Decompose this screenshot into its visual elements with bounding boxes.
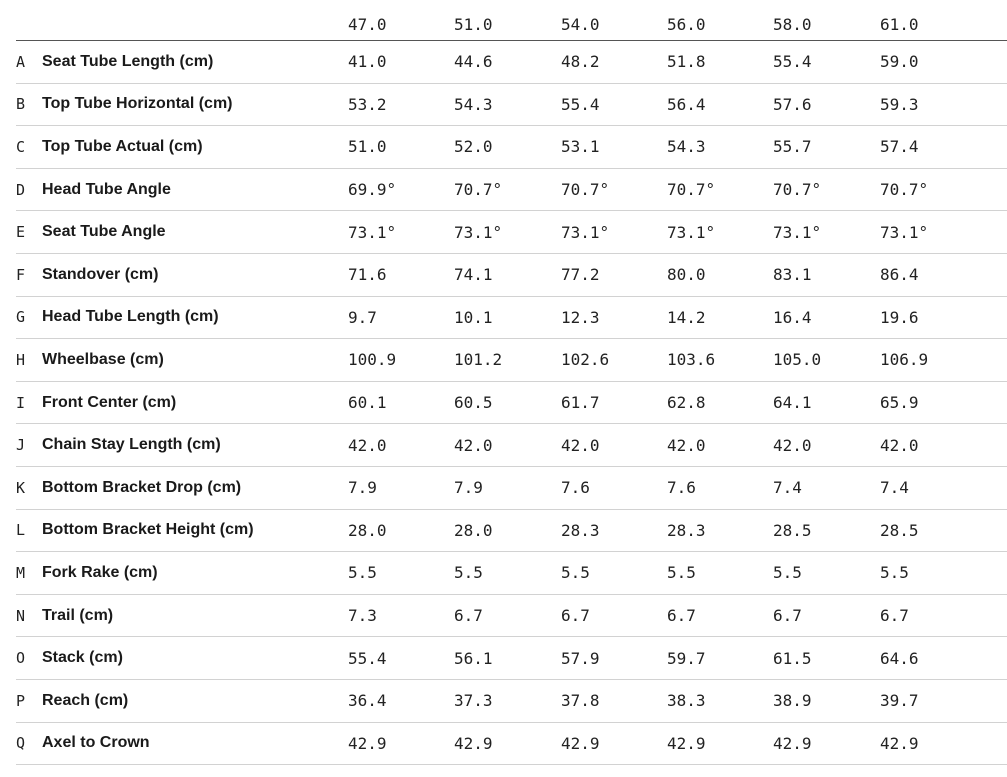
size-header-cell: 51.0 bbox=[454, 15, 493, 34]
value-cell: 42.9 bbox=[667, 733, 706, 753]
value-cell: 57.6 bbox=[773, 94, 812, 114]
row-code: E bbox=[16, 223, 26, 242]
value-cell: 28.3 bbox=[667, 520, 706, 540]
row-code: M bbox=[16, 563, 26, 582]
row-code: D bbox=[16, 180, 26, 199]
value-cell: 5.5 bbox=[667, 563, 696, 583]
geometry-row bbox=[16, 339, 1007, 382]
value-cell: 53.1 bbox=[561, 137, 600, 157]
geometry-row bbox=[16, 84, 1007, 127]
geometry-row bbox=[16, 126, 1007, 169]
value-cell: 28.5 bbox=[773, 520, 812, 540]
row-code: G bbox=[16, 308, 26, 327]
value-cell: 38.3 bbox=[667, 691, 706, 711]
parameter-label: Fork Rake (cm) bbox=[42, 563, 158, 581]
geometry-row bbox=[16, 424, 1007, 467]
value-cell: 42.0 bbox=[773, 435, 812, 455]
value-cell: 101.2 bbox=[454, 350, 503, 370]
value-cell: 61.7 bbox=[561, 393, 600, 413]
value-cell: 37.8 bbox=[561, 691, 600, 711]
value-cell: 5.5 bbox=[773, 563, 802, 583]
value-cell: 42.0 bbox=[667, 435, 706, 455]
parameter-label: Top Tube Horizontal (cm) bbox=[42, 95, 233, 113]
row-code: L bbox=[16, 521, 26, 540]
value-cell: 9.7 bbox=[348, 307, 377, 327]
size-header-cell: 58.0 bbox=[773, 15, 812, 34]
value-cell: 6.7 bbox=[561, 606, 590, 626]
geometry-row bbox=[16, 680, 1007, 723]
parameter-label: Head Tube Angle bbox=[42, 180, 171, 198]
value-cell: 61.5 bbox=[773, 648, 812, 668]
row-code: Q bbox=[16, 734, 26, 753]
value-cell: 7.6 bbox=[561, 478, 590, 498]
parameter-label: Top Tube Actual (cm) bbox=[42, 137, 203, 155]
geometry-row bbox=[16, 595, 1007, 638]
value-cell: 42.9 bbox=[348, 733, 387, 753]
value-cell: 51.8 bbox=[667, 52, 706, 72]
value-cell: 73.1° bbox=[880, 222, 929, 242]
value-cell: 73.1° bbox=[454, 222, 503, 242]
value-cell: 28.0 bbox=[454, 520, 493, 540]
value-cell: 54.3 bbox=[454, 94, 493, 114]
value-cell: 6.7 bbox=[667, 606, 696, 626]
geometry-row bbox=[16, 169, 1007, 212]
value-cell: 73.1° bbox=[348, 222, 397, 242]
value-cell: 55.4 bbox=[773, 52, 812, 72]
value-cell: 73.1° bbox=[667, 222, 716, 242]
value-cell: 48.2 bbox=[561, 52, 600, 72]
size-header-cell: 61.0 bbox=[880, 15, 919, 34]
value-cell: 28.0 bbox=[348, 520, 387, 540]
parameter-label: Reach (cm) bbox=[42, 691, 129, 709]
parameter-label: Seat Tube Length (cm) bbox=[42, 52, 214, 70]
parameter-label: Seat Tube Angle bbox=[42, 223, 166, 241]
value-cell: 42.0 bbox=[880, 435, 919, 455]
size-header-cell: 56.0 bbox=[667, 15, 706, 34]
size-header-row bbox=[16, 0, 1007, 41]
value-cell: 64.1 bbox=[773, 393, 812, 413]
value-cell: 65.9 bbox=[880, 393, 919, 413]
value-cell: 19.6 bbox=[880, 307, 919, 327]
value-cell: 53.2 bbox=[348, 94, 387, 114]
value-cell: 59.0 bbox=[880, 52, 919, 72]
row-code: J bbox=[16, 436, 26, 455]
value-cell: 5.5 bbox=[454, 563, 483, 583]
geometry-row bbox=[16, 382, 1007, 425]
value-cell: 77.2 bbox=[561, 265, 600, 285]
geometry-rows bbox=[16, 41, 1007, 765]
value-cell: 7.4 bbox=[773, 478, 802, 498]
geometry-row bbox=[16, 254, 1007, 297]
parameter-label: Bottom Bracket Height (cm) bbox=[42, 521, 254, 539]
row-code: C bbox=[16, 137, 26, 156]
value-cell: 7.4 bbox=[880, 478, 909, 498]
value-cell: 41.0 bbox=[348, 52, 387, 72]
geometry-row bbox=[16, 552, 1007, 595]
value-cell: 7.6 bbox=[667, 478, 696, 498]
parameter-label: Axel to Crown bbox=[42, 734, 150, 752]
parameter-label: Wheelbase (cm) bbox=[42, 350, 164, 368]
parameter-label: Bottom Bracket Drop (cm) bbox=[42, 478, 242, 496]
value-cell: 55.4 bbox=[561, 94, 600, 114]
value-cell: 59.7 bbox=[667, 648, 706, 668]
value-cell: 64.6 bbox=[880, 648, 919, 668]
value-cell: 36.4 bbox=[348, 691, 387, 711]
value-cell: 56.4 bbox=[667, 94, 706, 114]
value-cell: 44.6 bbox=[454, 52, 493, 72]
value-cell: 56.1 bbox=[454, 648, 493, 668]
value-cell: 28.3 bbox=[561, 520, 600, 540]
row-code: A bbox=[16, 52, 26, 71]
value-cell: 28.5 bbox=[880, 520, 919, 540]
size-header-cell: 47.0 bbox=[348, 15, 387, 34]
geometry-table bbox=[16, 0, 1007, 765]
value-cell: 69.9° bbox=[348, 180, 397, 200]
value-cell: 42.0 bbox=[454, 435, 493, 455]
value-cell: 38.9 bbox=[773, 691, 812, 711]
value-cell: 62.8 bbox=[667, 393, 706, 413]
row-code: H bbox=[16, 350, 26, 369]
size-header-cell: 54.0 bbox=[561, 15, 600, 34]
row-code: K bbox=[16, 478, 26, 497]
value-cell: 5.5 bbox=[348, 563, 377, 583]
value-cell: 5.5 bbox=[880, 563, 909, 583]
value-cell: 83.1 bbox=[773, 265, 812, 285]
value-cell: 70.7° bbox=[773, 180, 822, 200]
value-cell: 71.6 bbox=[348, 265, 387, 285]
value-cell: 14.2 bbox=[667, 307, 706, 327]
parameter-label: Standover (cm) bbox=[42, 265, 159, 283]
value-cell: 42.0 bbox=[348, 435, 387, 455]
value-cell: 54.3 bbox=[667, 137, 706, 157]
value-cell: 70.7° bbox=[454, 180, 503, 200]
geometry-row bbox=[16, 510, 1007, 553]
parameter-label: Chain Stay Length (cm) bbox=[42, 436, 221, 454]
value-cell: 42.9 bbox=[454, 733, 493, 753]
value-cell: 42.9 bbox=[880, 733, 919, 753]
value-cell: 80.0 bbox=[667, 265, 706, 285]
parameter-label: Front Center (cm) bbox=[42, 393, 177, 411]
value-cell: 7.9 bbox=[454, 478, 483, 498]
parameter-label: Trail (cm) bbox=[42, 606, 114, 624]
value-cell: 55.7 bbox=[773, 137, 812, 157]
value-cell: 70.7° bbox=[561, 180, 610, 200]
value-cell: 6.7 bbox=[773, 606, 802, 626]
parameter-label: Head Tube Length (cm) bbox=[42, 308, 219, 326]
value-cell: 106.9 bbox=[880, 350, 929, 370]
value-cell: 6.7 bbox=[454, 606, 483, 626]
value-cell: 52.0 bbox=[454, 137, 493, 157]
row-code: B bbox=[16, 95, 26, 114]
value-cell: 55.4 bbox=[348, 648, 387, 668]
value-cell: 86.4 bbox=[880, 265, 919, 285]
value-cell: 7.9 bbox=[348, 478, 377, 498]
row-code: O bbox=[16, 649, 26, 668]
geometry-row bbox=[16, 467, 1007, 510]
value-cell: 57.9 bbox=[561, 648, 600, 668]
value-cell: 60.1 bbox=[348, 393, 387, 413]
parameter-label: Stack (cm) bbox=[42, 649, 123, 667]
value-cell: 60.5 bbox=[454, 393, 493, 413]
value-cell: 39.7 bbox=[880, 691, 919, 711]
value-cell: 5.5 bbox=[561, 563, 590, 583]
value-cell: 57.4 bbox=[880, 137, 919, 157]
geometry-row bbox=[16, 297, 1007, 340]
row-code: P bbox=[16, 691, 26, 710]
value-cell: 74.1 bbox=[454, 265, 493, 285]
value-cell: 73.1° bbox=[561, 222, 610, 242]
geometry-row bbox=[16, 211, 1007, 254]
value-cell: 70.7° bbox=[880, 180, 929, 200]
geometry-row bbox=[16, 41, 1007, 84]
value-cell: 16.4 bbox=[773, 307, 812, 327]
row-code: I bbox=[16, 393, 26, 412]
value-cell: 105.0 bbox=[773, 350, 822, 370]
value-cell: 37.3 bbox=[454, 691, 493, 711]
row-code: N bbox=[16, 606, 26, 625]
geometry-row bbox=[16, 723, 1007, 766]
value-cell: 42.9 bbox=[561, 733, 600, 753]
value-cell: 6.7 bbox=[880, 606, 909, 626]
value-cell: 51.0 bbox=[348, 137, 387, 157]
value-cell: 73.1° bbox=[773, 222, 822, 242]
value-cell: 10.1 bbox=[454, 307, 493, 327]
value-cell: 100.9 bbox=[348, 350, 397, 370]
value-cell: 12.3 bbox=[561, 307, 600, 327]
value-cell: 103.6 bbox=[667, 350, 716, 370]
row-code: F bbox=[16, 265, 26, 284]
value-cell: 7.3 bbox=[348, 606, 377, 626]
value-cell: 42.0 bbox=[561, 435, 600, 455]
value-cell: 102.6 bbox=[561, 350, 610, 370]
value-cell: 70.7° bbox=[667, 180, 716, 200]
geometry-row bbox=[16, 637, 1007, 680]
value-cell: 59.3 bbox=[880, 94, 919, 114]
value-cell: 42.9 bbox=[773, 733, 812, 753]
